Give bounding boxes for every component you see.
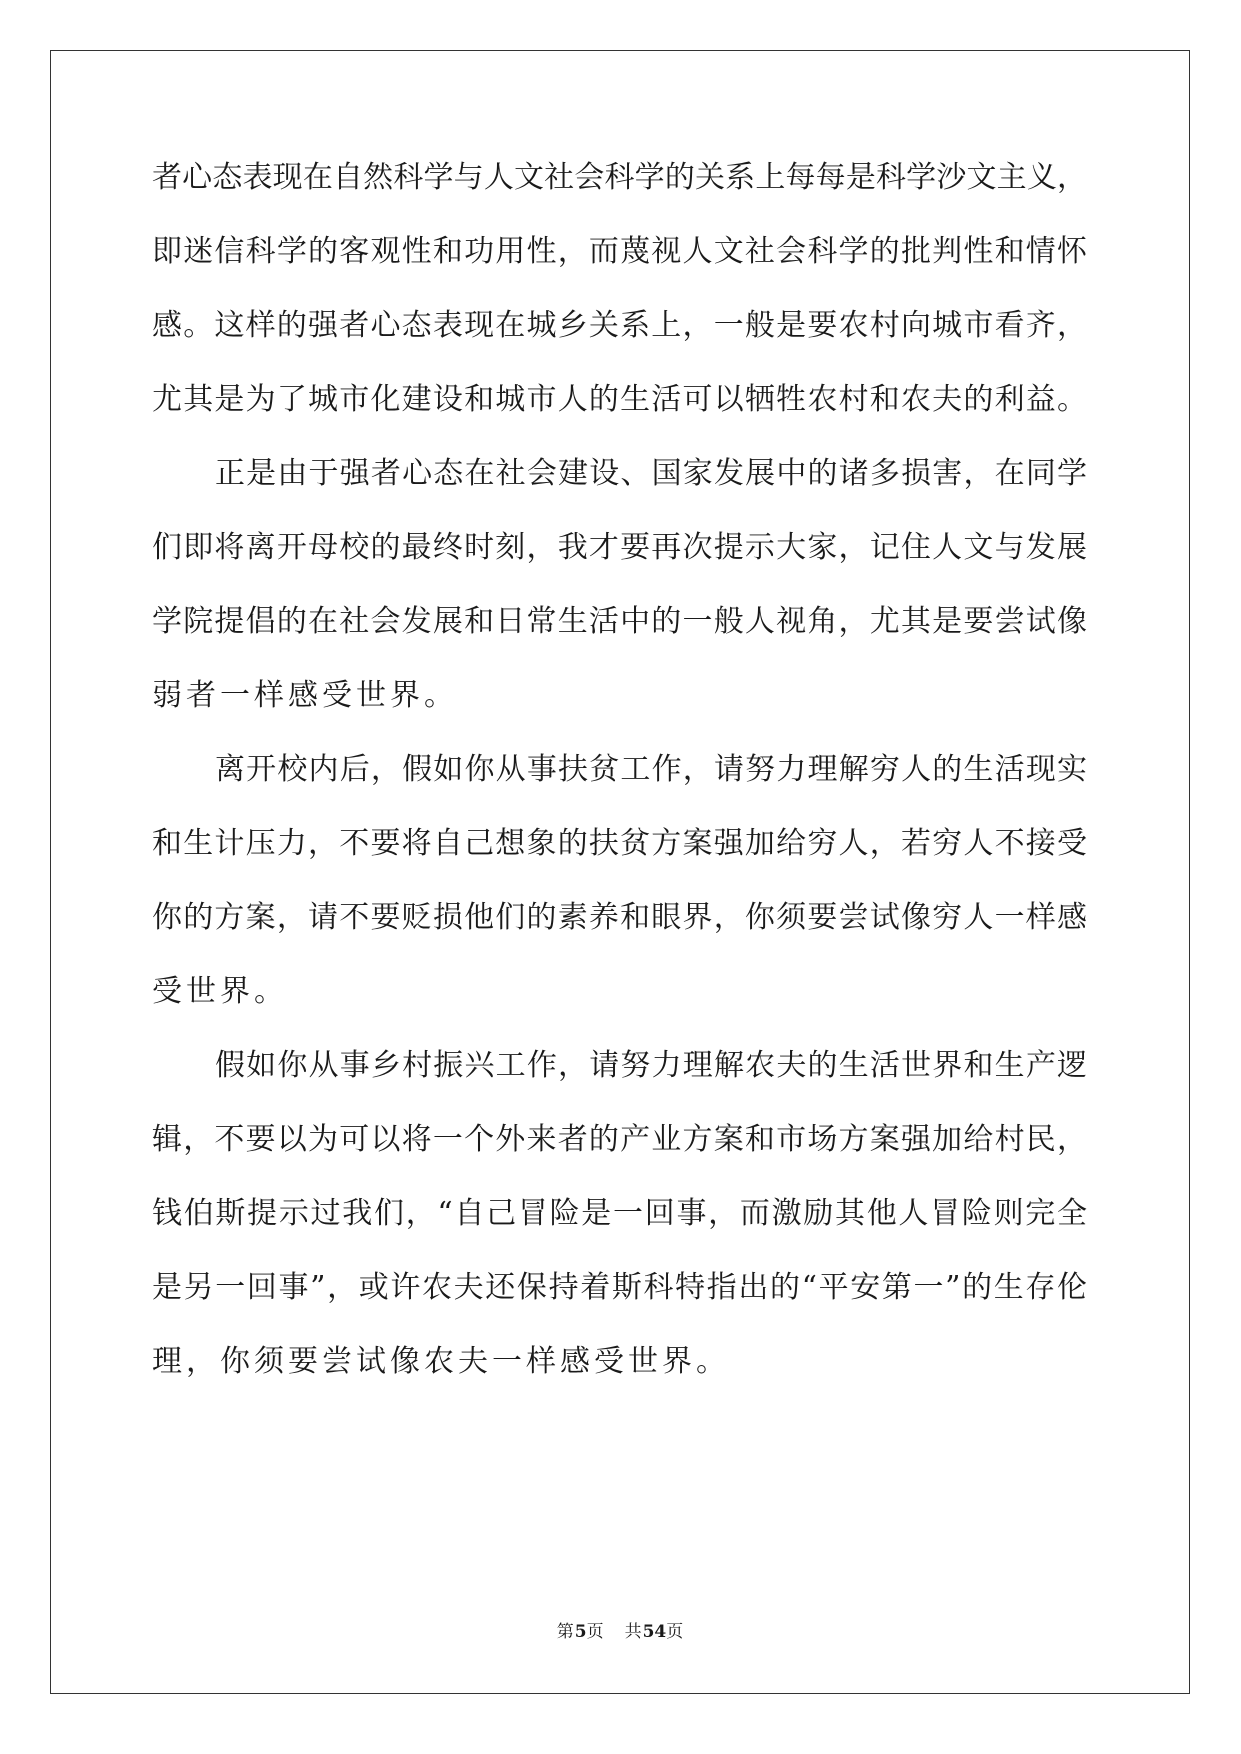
text-line: 受世界。 xyxy=(152,974,288,1009)
text-line: 辑，不要以为可以将一个外来者的产业方案和市场方案强加给村民， xyxy=(152,1122,1087,1157)
text-line: 钱伯斯提示过我们，“自己冒险是一回事，而激励其他人冒险则完全 xyxy=(152,1196,1087,1231)
text-line: 和生计压力，不要将自己想象的扶贫方案强加给穷人，若穷人不接受 xyxy=(152,826,1087,861)
text-line: 理，你须要尝试像农夫一样感受世界。 xyxy=(152,1344,730,1379)
page-footer xyxy=(0,1620,1241,1644)
paragraph-first-line: 假如你从事乡村振兴工作，请努力理解农夫的生活世界和生产逻 xyxy=(215,1048,1087,1083)
page-unit: 页 xyxy=(586,1622,605,1642)
text-line: 学院提倡的在社会发展和日常生活中的一般人视角，尤其是要尝试像 xyxy=(152,604,1087,639)
total-page-number: 54 xyxy=(642,1622,667,1642)
text-line: 是另一回事”，或许农夫还保持着斯科特指出的“平安第一”的生存伦 xyxy=(152,1270,1087,1305)
text-line: 即迷信科学的客观性和功用性，而蔑视人文社会科学的批判性和情怀 xyxy=(152,234,1087,269)
paragraph-first-line: 离开校内后，假如你从事扶贫工作，请努力理解穷人的生活现实 xyxy=(215,752,1087,787)
total-prefix: 共 xyxy=(624,1622,643,1642)
current-page-number: 5 xyxy=(574,1622,587,1642)
page-prefix: 第 xyxy=(556,1622,575,1642)
text-line: 者心态表现在自然科学与人文社会科学的关系上每每是科学沙文主义， xyxy=(152,160,1087,195)
text-line: 尤其是为了城市化建设和城市人的生活可以牺牲农村和农夫的利益。 xyxy=(152,382,1087,417)
text-line: 弱者一样感受世界。 xyxy=(152,678,458,713)
paragraph-first-line: 正是由于强者心态在社会建设、国家发展中的诸多损害，在同学 xyxy=(215,456,1087,491)
total-unit: 页 xyxy=(666,1622,685,1642)
page-border xyxy=(50,50,1190,1694)
text-line: 感。这样的强者心态表现在城乡关系上，一般是要农村向城市看齐， xyxy=(152,308,1087,343)
text-line: 们即将离开母校的最终时刻，我才要再次提示大家，记住人文与发展 xyxy=(152,530,1087,565)
text-line: 你的方案，请不要贬损他们的素养和眼界，你须要尝试像穷人一样感 xyxy=(152,900,1087,935)
